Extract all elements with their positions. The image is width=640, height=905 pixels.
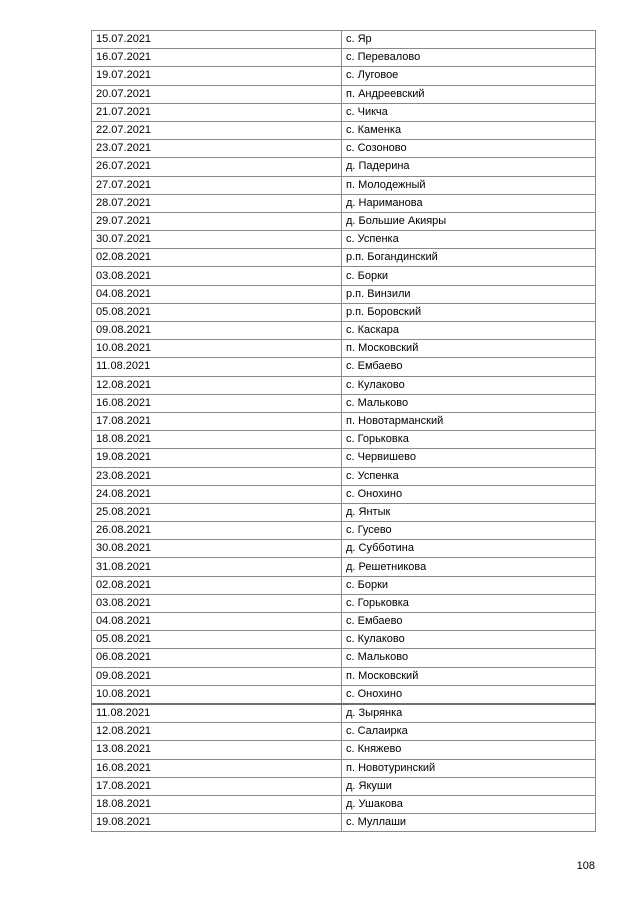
table-row	[92, 594, 596, 612]
place-cell: с. Луговое	[342, 67, 596, 85]
place-cell: с. Муллаши	[342, 814, 596, 832]
place-cell: с. Горьковка	[342, 594, 596, 612]
place-cell: п. Андреевский	[342, 85, 596, 103]
place-cell: с. Княжево	[342, 741, 596, 759]
table-row	[92, 322, 596, 340]
date-cell: 10.08.2021	[92, 340, 342, 358]
place-cell: д. Субботина	[342, 540, 596, 558]
date-cell: 24.08.2021	[92, 485, 342, 503]
date-cell: 31.08.2021	[92, 558, 342, 576]
place-cell: д. Зырянка	[342, 704, 596, 723]
date-cell: 23.08.2021	[92, 467, 342, 485]
table-row	[92, 741, 596, 759]
place-cell: д. Ушакова	[342, 795, 596, 813]
place-cell: с. Борки	[342, 267, 596, 285]
date-cell: 16.07.2021	[92, 49, 342, 67]
place-cell: п. Московский	[342, 667, 596, 685]
place-cell: д. Якуши	[342, 777, 596, 795]
table-row	[92, 431, 596, 449]
table-row	[92, 723, 596, 741]
table-row	[92, 540, 596, 558]
table-row	[92, 340, 596, 358]
table-row	[92, 485, 596, 503]
page-number: 108	[576, 860, 595, 872]
place-cell: р.п. Боровский	[342, 303, 596, 321]
place-cell: с. Салаирка	[342, 723, 596, 741]
date-cell: 27.07.2021	[92, 176, 342, 194]
place-cell: д. Большие Акияры	[342, 212, 596, 230]
place-cell: с. Онохино	[342, 685, 596, 704]
date-cell: 25.08.2021	[92, 503, 342, 521]
date-cell: 19.07.2021	[92, 67, 342, 85]
table-row	[92, 704, 596, 723]
table-row	[92, 67, 596, 85]
table-row	[92, 449, 596, 467]
table-row	[92, 667, 596, 685]
place-cell: с. Кулаково	[342, 376, 596, 394]
date-cell: 19.08.2021	[92, 449, 342, 467]
date-cell: 06.08.2021	[92, 649, 342, 667]
date-cell: 10.08.2021	[92, 685, 342, 704]
date-cell: 26.08.2021	[92, 522, 342, 540]
table-row	[92, 158, 596, 176]
table-row	[92, 231, 596, 249]
date-cell: 05.08.2021	[92, 303, 342, 321]
date-cell: 20.07.2021	[92, 85, 342, 103]
place-cell: п. Новотарманский	[342, 412, 596, 430]
table-row	[92, 814, 596, 832]
table-row	[92, 376, 596, 394]
table-row	[92, 31, 596, 49]
place-cell: п. Новотуринский	[342, 759, 596, 777]
place-cell: д. Решетникова	[342, 558, 596, 576]
date-cell: 09.08.2021	[92, 322, 342, 340]
table-row	[92, 759, 596, 777]
table-row	[92, 412, 596, 430]
table-row	[92, 503, 596, 521]
date-cell: 26.07.2021	[92, 158, 342, 176]
date-cell: 21.07.2021	[92, 103, 342, 121]
table-row	[92, 249, 596, 267]
date-cell: 17.08.2021	[92, 777, 342, 795]
table-row	[92, 631, 596, 649]
date-cell: 04.08.2021	[92, 285, 342, 303]
date-cell: 02.08.2021	[92, 576, 342, 594]
table-row	[92, 267, 596, 285]
date-cell: 03.08.2021	[92, 267, 342, 285]
table-row	[92, 212, 596, 230]
date-cell: 04.08.2021	[92, 613, 342, 631]
table-row	[92, 194, 596, 212]
table-row	[92, 49, 596, 67]
place-cell: с. Успенка	[342, 467, 596, 485]
place-cell: с. Борки	[342, 576, 596, 594]
table-row	[92, 394, 596, 412]
date-cell: 11.08.2021	[92, 358, 342, 376]
table-row	[92, 285, 596, 303]
table-row	[92, 176, 596, 194]
place-cell: д. Падерина	[342, 158, 596, 176]
date-cell: 18.08.2021	[92, 795, 342, 813]
place-cell: д. Янтык	[342, 503, 596, 521]
place-cell: п. Молодежный	[342, 176, 596, 194]
place-cell: с. Онохино	[342, 485, 596, 503]
place-cell: р.п. Винзили	[342, 285, 596, 303]
date-cell: 18.08.2021	[92, 431, 342, 449]
date-cell: 22.07.2021	[92, 121, 342, 139]
place-cell: с. Яр	[342, 31, 596, 49]
place-cell: с. Каменка	[342, 121, 596, 139]
table-row	[92, 558, 596, 576]
date-cell: 30.08.2021	[92, 540, 342, 558]
place-cell: с. Гусево	[342, 522, 596, 540]
date-cell: 29.07.2021	[92, 212, 342, 230]
date-cell: 19.08.2021	[92, 814, 342, 832]
date-cell: 16.08.2021	[92, 759, 342, 777]
place-cell: с. Успенка	[342, 231, 596, 249]
date-cell: 12.08.2021	[92, 376, 342, 394]
date-cell: 28.07.2021	[92, 194, 342, 212]
place-cell: с. Мальково	[342, 649, 596, 667]
place-cell: с. Созоново	[342, 140, 596, 158]
place-cell: с. Горьковка	[342, 431, 596, 449]
place-cell: с. Червишево	[342, 449, 596, 467]
date-cell: 12.08.2021	[92, 723, 342, 741]
date-cell: 03.08.2021	[92, 594, 342, 612]
date-cell: 05.08.2021	[92, 631, 342, 649]
date-cell: 09.08.2021	[92, 667, 342, 685]
table-row	[92, 576, 596, 594]
table-row	[92, 121, 596, 139]
date-cell: 17.08.2021	[92, 412, 342, 430]
date-cell: 13.08.2021	[92, 741, 342, 759]
date-cell: 16.08.2021	[92, 394, 342, 412]
table-row	[92, 685, 596, 704]
date-cell: 30.07.2021	[92, 231, 342, 249]
table-row	[92, 467, 596, 485]
place-cell: с. Чикча	[342, 103, 596, 121]
table-row	[92, 522, 596, 540]
place-cell: с. Ембаево	[342, 613, 596, 631]
place-cell: д. Нариманова	[342, 194, 596, 212]
date-cell: 15.07.2021	[92, 31, 342, 49]
date-cell: 02.08.2021	[92, 249, 342, 267]
place-cell: с. Каскара	[342, 322, 596, 340]
table-row	[92, 795, 596, 813]
date-cell: 11.08.2021	[92, 704, 342, 723]
table-row	[92, 358, 596, 376]
table-row	[92, 649, 596, 667]
table-row	[92, 103, 596, 121]
date-cell: 23.07.2021	[92, 140, 342, 158]
schedule-table	[91, 30, 596, 832]
place-cell: р.п. Богандинский	[342, 249, 596, 267]
table-row	[92, 85, 596, 103]
table-row	[92, 777, 596, 795]
place-cell: п. Московский	[342, 340, 596, 358]
table-row	[92, 140, 596, 158]
table-row	[92, 303, 596, 321]
place-cell: с. Ембаево	[342, 358, 596, 376]
table-row	[92, 613, 596, 631]
place-cell: с. Перевалово	[342, 49, 596, 67]
place-cell: с. Мальково	[342, 394, 596, 412]
place-cell: с. Кулаково	[342, 631, 596, 649]
